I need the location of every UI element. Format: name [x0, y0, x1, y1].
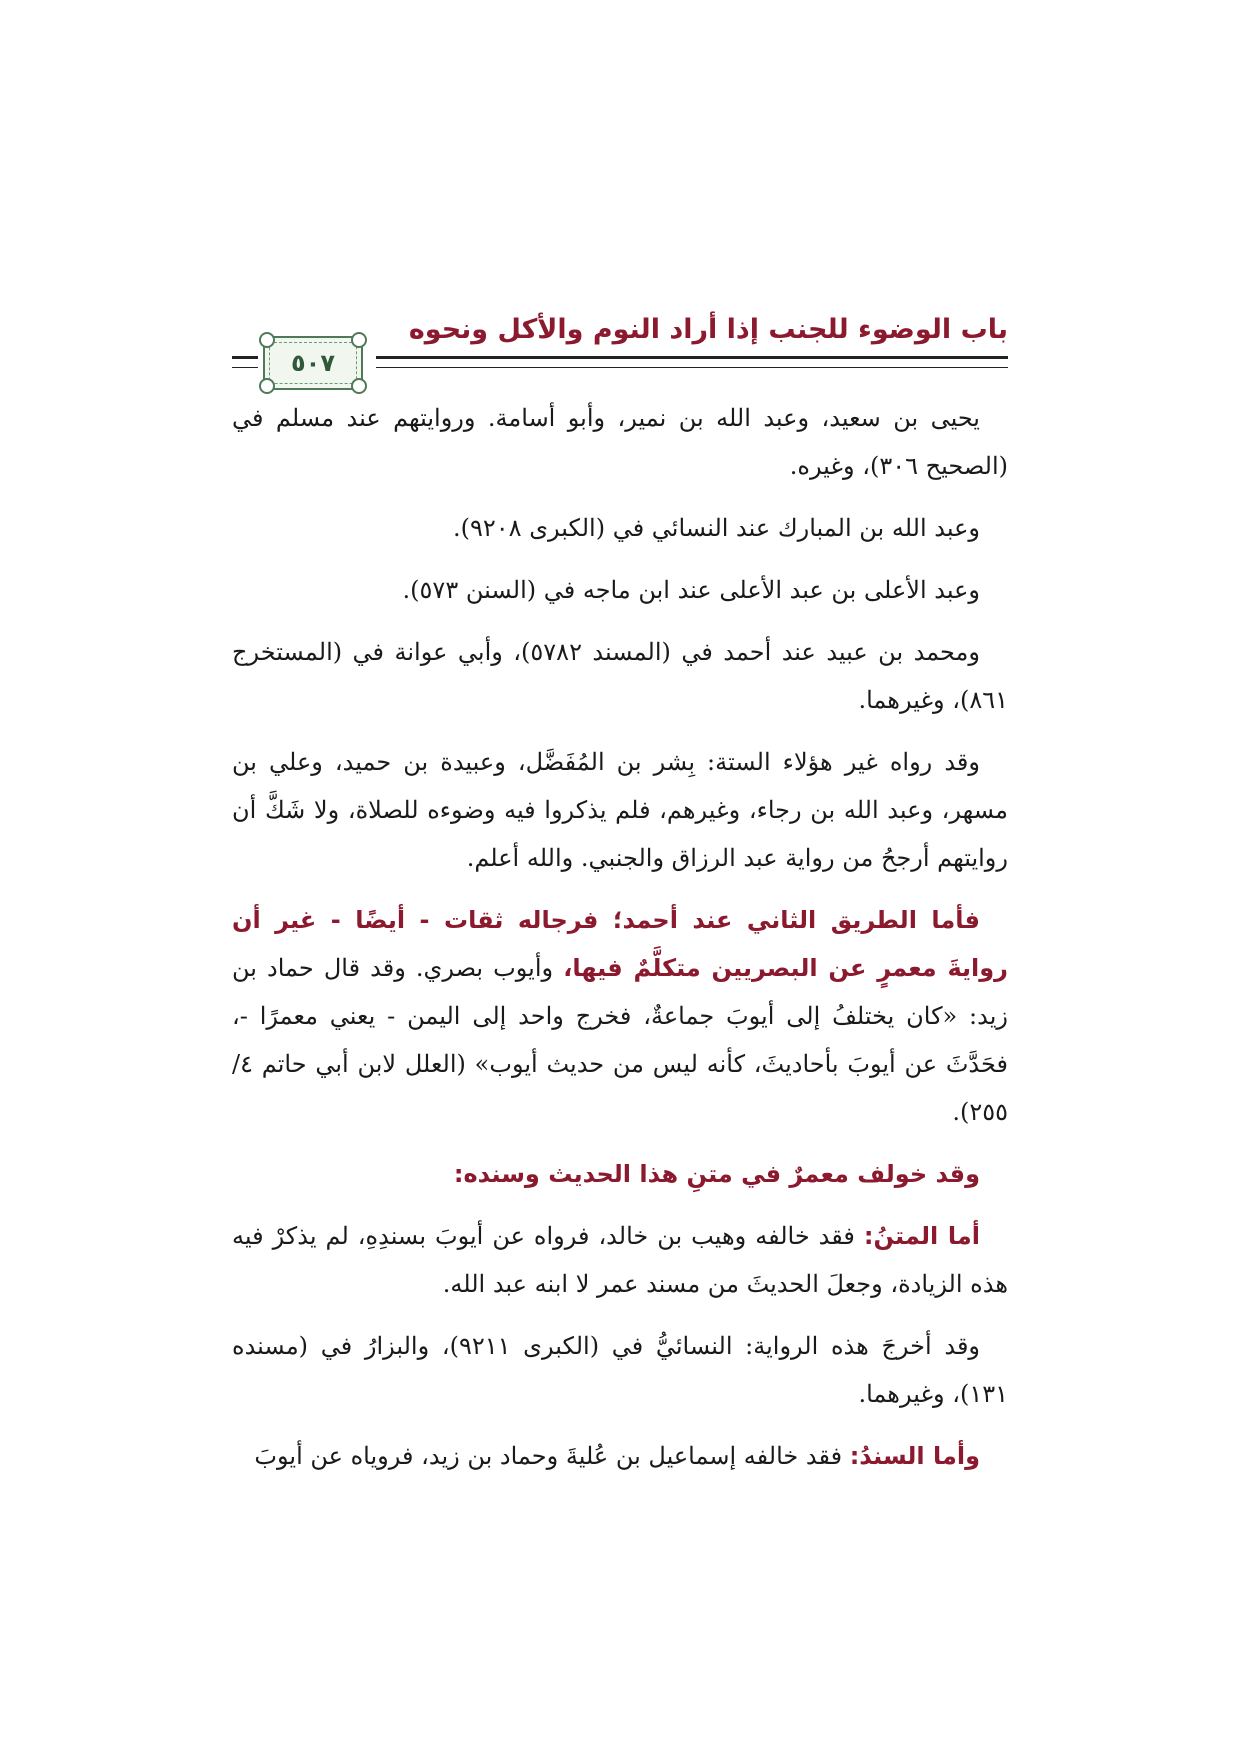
- header-rule: [376, 356, 1008, 368]
- paragraph-9: [232, 1432, 1008, 1480]
- frame-ornament-icon: [351, 378, 367, 394]
- paragraph-3: وعبد الأعلى بن عبد الأعلى عند ابن ماجه في (السنن ٥٧٣).: [402, 576, 980, 604]
- frame-ornament-icon: [259, 378, 275, 394]
- page-number: ٥٠٧: [291, 349, 335, 377]
- page-header: [232, 312, 1008, 394]
- frame-ornament-icon: [259, 332, 275, 348]
- section-heading: وقد خولف معمرٌ في متنِ هذا الحديث وسنده:: [453, 1160, 980, 1188]
- frame-ornament-icon: [351, 332, 367, 348]
- running-title: باب الوضوء للجنب إذا أراد النوم والأكل ونحوه: [408, 314, 1008, 345]
- paragraph-7: [232, 1212, 1008, 1308]
- header-rule-left: [232, 356, 258, 368]
- document-page: [232, 312, 1008, 1612]
- matn-label: أما المتنُ:: [863, 1222, 980, 1250]
- paragraph-9-text: فقد خالفه إسماعيل بن عُليةَ وحماد بن زيد، فروياه عن أيوبَ: [254, 1442, 850, 1470]
- paragraph-6: [232, 896, 1008, 1136]
- paragraph-7-text: فقد خالفه وهيب بن خالد، فرواه عن أيوبَ بسندِهِ، لم يذكرْ فيه هذه الزيادة، وجعلَ الحديثَ من مسند عمر لا ابنه عبد الله.: [232, 1222, 1008, 1298]
- highlighted-phrase: فأما الطريق الثاني عند أحمد؛ فرجاله ثقات - أيضًا - غير أن روايةَ معمرٍ عن البصريين متكلَّمٌ فيها،: [232, 906, 1008, 982]
- paragraph-2: وعبد الله بن المبارك عند النسائي في (الكبرى ٩٢٠٨).: [453, 514, 980, 542]
- page-number-frame: [263, 336, 363, 390]
- paragraph-4: ومحمد بن عبيد عند أحمد في (المسند ٥٧٨٢)، وأبي عوانة في (المستخرج ٨٦١)، وغيرهما.: [232, 638, 1008, 714]
- paragraph-5: وقد رواه غير هؤلاء الستة: بِشر بن المُفَضَّل، وعبيدة بن حميد، وعلي بن مسهر، وعبد الله بن رجاء، وغيرهم، فلم يذكروا فيه وضوءه للصلاة، ولا شَكَّ أن روايتهم أرجحُ من رواية عبد الرزاق والجنبي. والله أعلم.: [232, 748, 1008, 872]
- paragraph-6-text: وأيوب بصري. وقد قال حماد بن زيد: «كان يختلفُ إلى أيوبَ جماعةٌ، فخرج واحد إلى اليمن - يعني معمرًا -، فحَدَّثَ عن أيوبَ بأحاديثَ، كأنه ليس من حديث أيوب» (العلل لابن أبي حاتم ٤/ ٢٥٥).: [232, 954, 1008, 1126]
- paragraph-8: وقد أخرجَ هذه الرواية: النسائيُّ في (الكبرى ٩٢١١)، والبزارُ في (مسنده ١٣١)، وغيرهما.: [232, 1332, 1008, 1408]
- page-body: [232, 394, 1008, 1480]
- paragraph-1: يحيى بن سعيد، وعبد الله بن نمير، وأبو أسامة. وروايتهم عند مسلم في (الصحيح ٣٠٦)، وغيره.: [232, 404, 1008, 480]
- sanad-label: وأما السندُ:: [849, 1442, 980, 1470]
